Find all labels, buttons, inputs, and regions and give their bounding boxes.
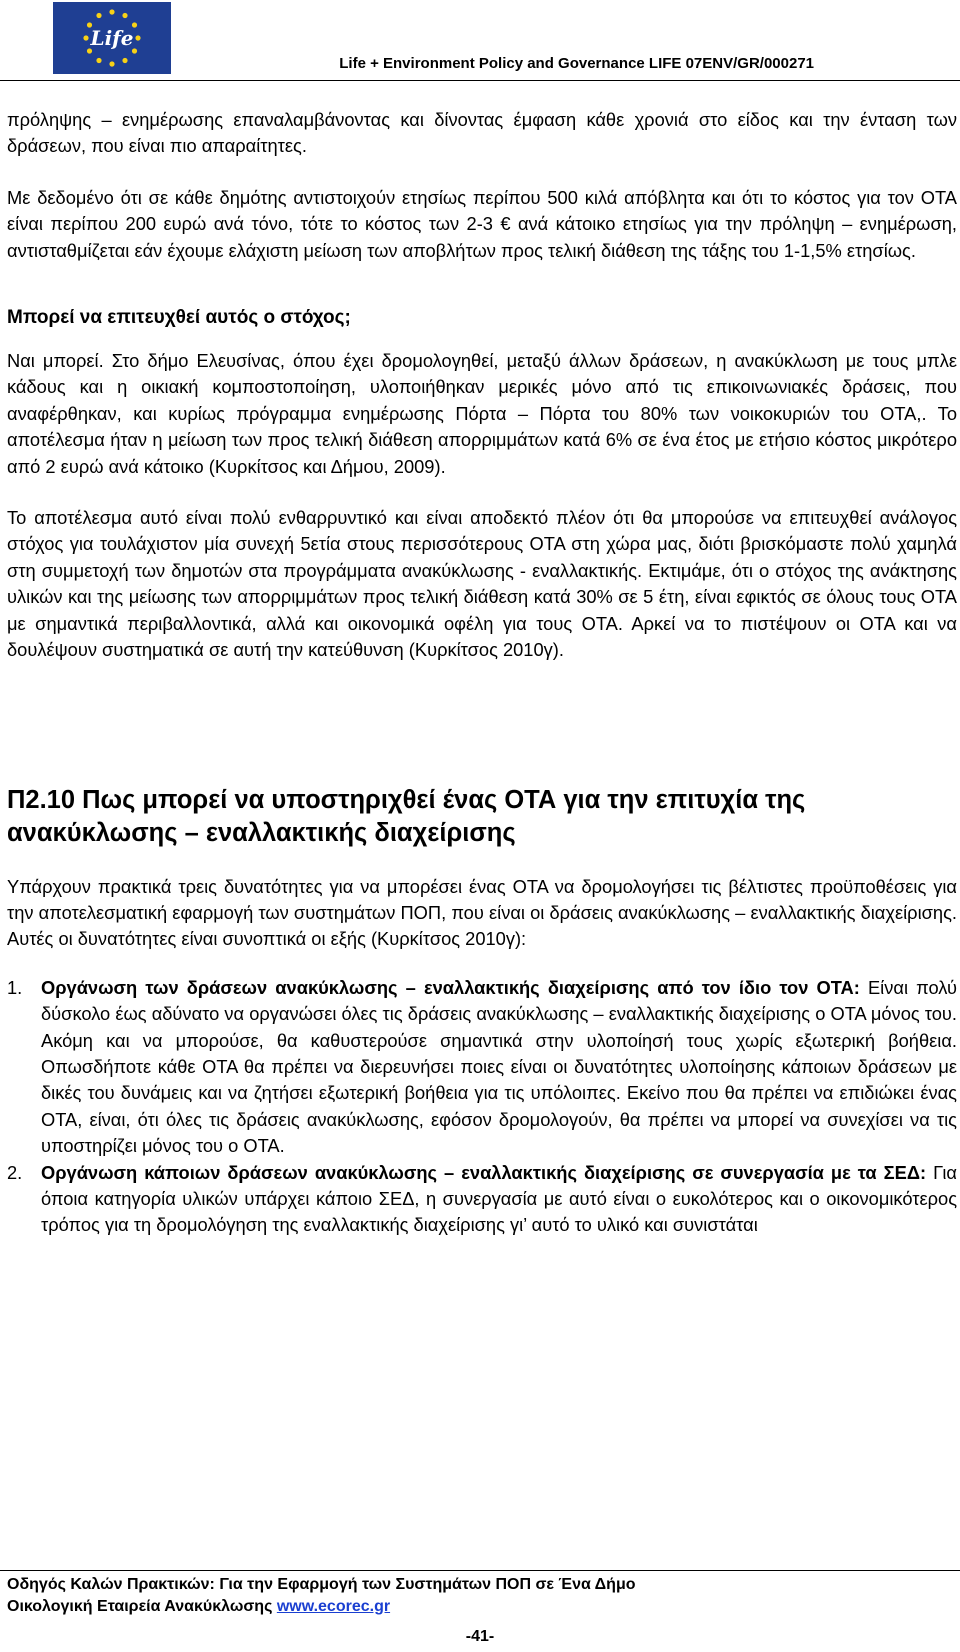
header-title: Life + Environment Policy and Governance LIFE 07ENV/GR/000271 xyxy=(339,55,814,72)
page-body xyxy=(7,107,957,1239)
website-link[interactable]: www.ecorec.gr xyxy=(276,1598,391,1615)
footer-guide-title: Οδηγός Καλών Πρακτικών: Για την Εφαρμογή των Συστημάτων ΠΟΠ σε Ένα Δήμο xyxy=(7,1576,636,1593)
footer-organization-name: Οικολογική Εταιρεία Ανακύκλωσης xyxy=(7,1598,277,1615)
page-header xyxy=(0,0,960,80)
subheading: Μπορεί να επιτευχθεί αυτός ο στόχος; xyxy=(7,307,351,329)
eu-stars-icon xyxy=(53,2,171,74)
list-item-heading: Οργάνωση κάποιων δράσεων ανακύκλωσης – εναλλακτικής διαχείρισης σε συνεργασία με τα ΣΕΔ: xyxy=(41,1161,927,1183)
paragraph: Το αποτέλεσμα αυτό είναι πολύ ενθαρρυντικό και είναι αποδεκτό πλέον ότι θα μπορούσε να επιτευχθεί ανάλογος στόχος για τουλάχιστον μία συνεχή 5ετία στους περισσότερους ΟΤΑ στη χώρα μας, διότι βρισκόμαστε πολύ χαμηλά στη συμμετοχή των δημοτών στα προγράμματα ανακύκλωσης - εναλλακτικής. Εκτιμάμε, ότι ο στόχος της ανάκτησης υλικών και της μείωσης των απορριμμάτων προς τελική διάθεση κατά 30% σε 5 έτη, είναι εφικτός σε όλους τους ΟΤΑ με σημαντικά περιβαλλοντικά, αλλά και οικονομικά οφέλη για τους ΟΤΑ. Αρκεί να το πιστέψουν οι ΟΤΑ και να δουλέψουν συστηματικά σε αυτή την κατεύθυνση (Κυρκίτσος 2010γ). xyxy=(7,507,957,661)
list-item-number: 2. xyxy=(7,1161,23,1183)
list-item-text: Για όποια κατηγορία υλικών υπάρχει κάποιο ΣΕΔ, η συνεργασία με αυτό είναι ο ευκολότερος και ο οικονομικότερος τρόπος για τη δρομολόγηση της εναλλακτικής διαχείρισης γι’ αυτό το υλικό και συνιστάται xyxy=(41,1161,957,1236)
list-item-heading: Οργάνωση των δράσεων ανακύκλωσης – εναλλακτικής διαχείρισης από τον ίδιο τον ΟΤΑ: xyxy=(41,976,860,998)
life-logo xyxy=(53,2,171,74)
footer-organization xyxy=(7,1596,957,1618)
paragraph: Υπάρχουν πρακτικά τρεις δυνατότητες για να μπορέσει ένας ΟΤΑ να δρομολογήσει τις βέλτιστες προϋποθέσεις για την αποτελεσματική εφαρμογή των συστημάτων ΠΟΠ, που είναι οι δράσεις ανακύκλωσης – εναλλακτικής διαχείρισης. Αυτές οι δυνατότητες είναι συνοπτικά οι εξής (Κυρκίτσος 2010γ): xyxy=(7,875,957,950)
footer-divider xyxy=(0,1570,960,1571)
page-footer xyxy=(7,1574,957,1618)
list-item-text: Είναι πολύ δύσκολο έως αδύνατο να οργανώσει όλες τις δράσεις ανακύκλωσης – εναλλακτικής διαχείρισης ο ΟΤΑ μόνος του. Ακόμη και να μπορούσε, θα καθυστερούσε σημαντικά στην υλοποίησή τους χωρίς εξωτερική βοήθεια. Οπωσδήποτε κάθε ΟΤΑ θα πρέπει να διερευνήσει ποιες είναι οι δυνατότητες υλοποίησης κάποιων δράσεων με δικές του δυνάμεις και να ζητήσει εξωτερική βοήθεια για τις υπόλοιπες. Εκείνο που θα πρέπει να επιδιώκει ένας ΟΤΑ, είναι, ότι όλες τις δράσεις ανακύκλωσης, εφόσον δρομολογούν, θα πρέπει να μπορεί να συνεχίσει να τις υποστηρίζει μόνος του ο ΟΤΑ. xyxy=(41,976,958,1157)
list-item xyxy=(7,975,957,1160)
page-number: -41- xyxy=(465,1628,495,1645)
list-item-number: 1. xyxy=(7,976,23,998)
paragraph: Ναι μπορεί. Στο δήμο Ελευσίνας, όπου έχει δρομολογηθεί, μεταξύ άλλων δράσεων, η ανακύκλωση με τους μπλε κάδους και η οικιακή κομποστοποίηση, υλοποιήθηκαν μερικές μόνο από τις επικοινωνιακές δράσεις, που αναφέρθηκαν, και κυρίως πρόγραμμα ενημέρωσης Πόρτα – Πόρτα του 80% των νοικοκυριών του ΟΤΑ,. Το αποτέλεσμα ήταν η μείωση των προς τελική διάθεση απορριμμάτων κατά 6% σε ένα έτος με ετήσιο κόστος μικρότερο από 2 ευρώ ανά κάτοικο (Κυρκίτσος και Δήμου, 2009). xyxy=(7,350,957,477)
paragraph: Με δεδομένο ότι σε κάθε δημότης αντιστοιχούν ετησίως περίπου 500 κιλά απόβλητα και ότι το κόστος για τον ΟΤΑ είναι περίπου 200 ευρώ ανά τόνο, τότε το κόστος των 2-3 € ανά κάτοικο ετησίως για την πρόληψη – ενημέρωση, αντισταθμίζεται εάν έχουμε ελάχιστη μείωση των αποβλήτων προς τελική διάθεση της τάξης του 1-1,5% ετησίως. xyxy=(7,186,957,261)
header-divider xyxy=(0,80,960,81)
options-list xyxy=(7,975,957,1239)
paragraph: πρόληψης – ενημέρωσης επαναλαμβάνοντας και δίνοντας έμφαση κάθε χρονιά στο είδος και την ένταση των δράσεων, που είναι πιο απαραίτητες. xyxy=(7,109,957,157)
list-item xyxy=(7,1160,957,1239)
section-title: Π2.10 Πως μπορεί να υποστηριχθεί ένας ΟΤΑ για την επιτυχία της ανακύκλωσης – εναλλακτικής διαχείρισης xyxy=(7,785,806,847)
logo-text: Life xyxy=(90,26,134,50)
